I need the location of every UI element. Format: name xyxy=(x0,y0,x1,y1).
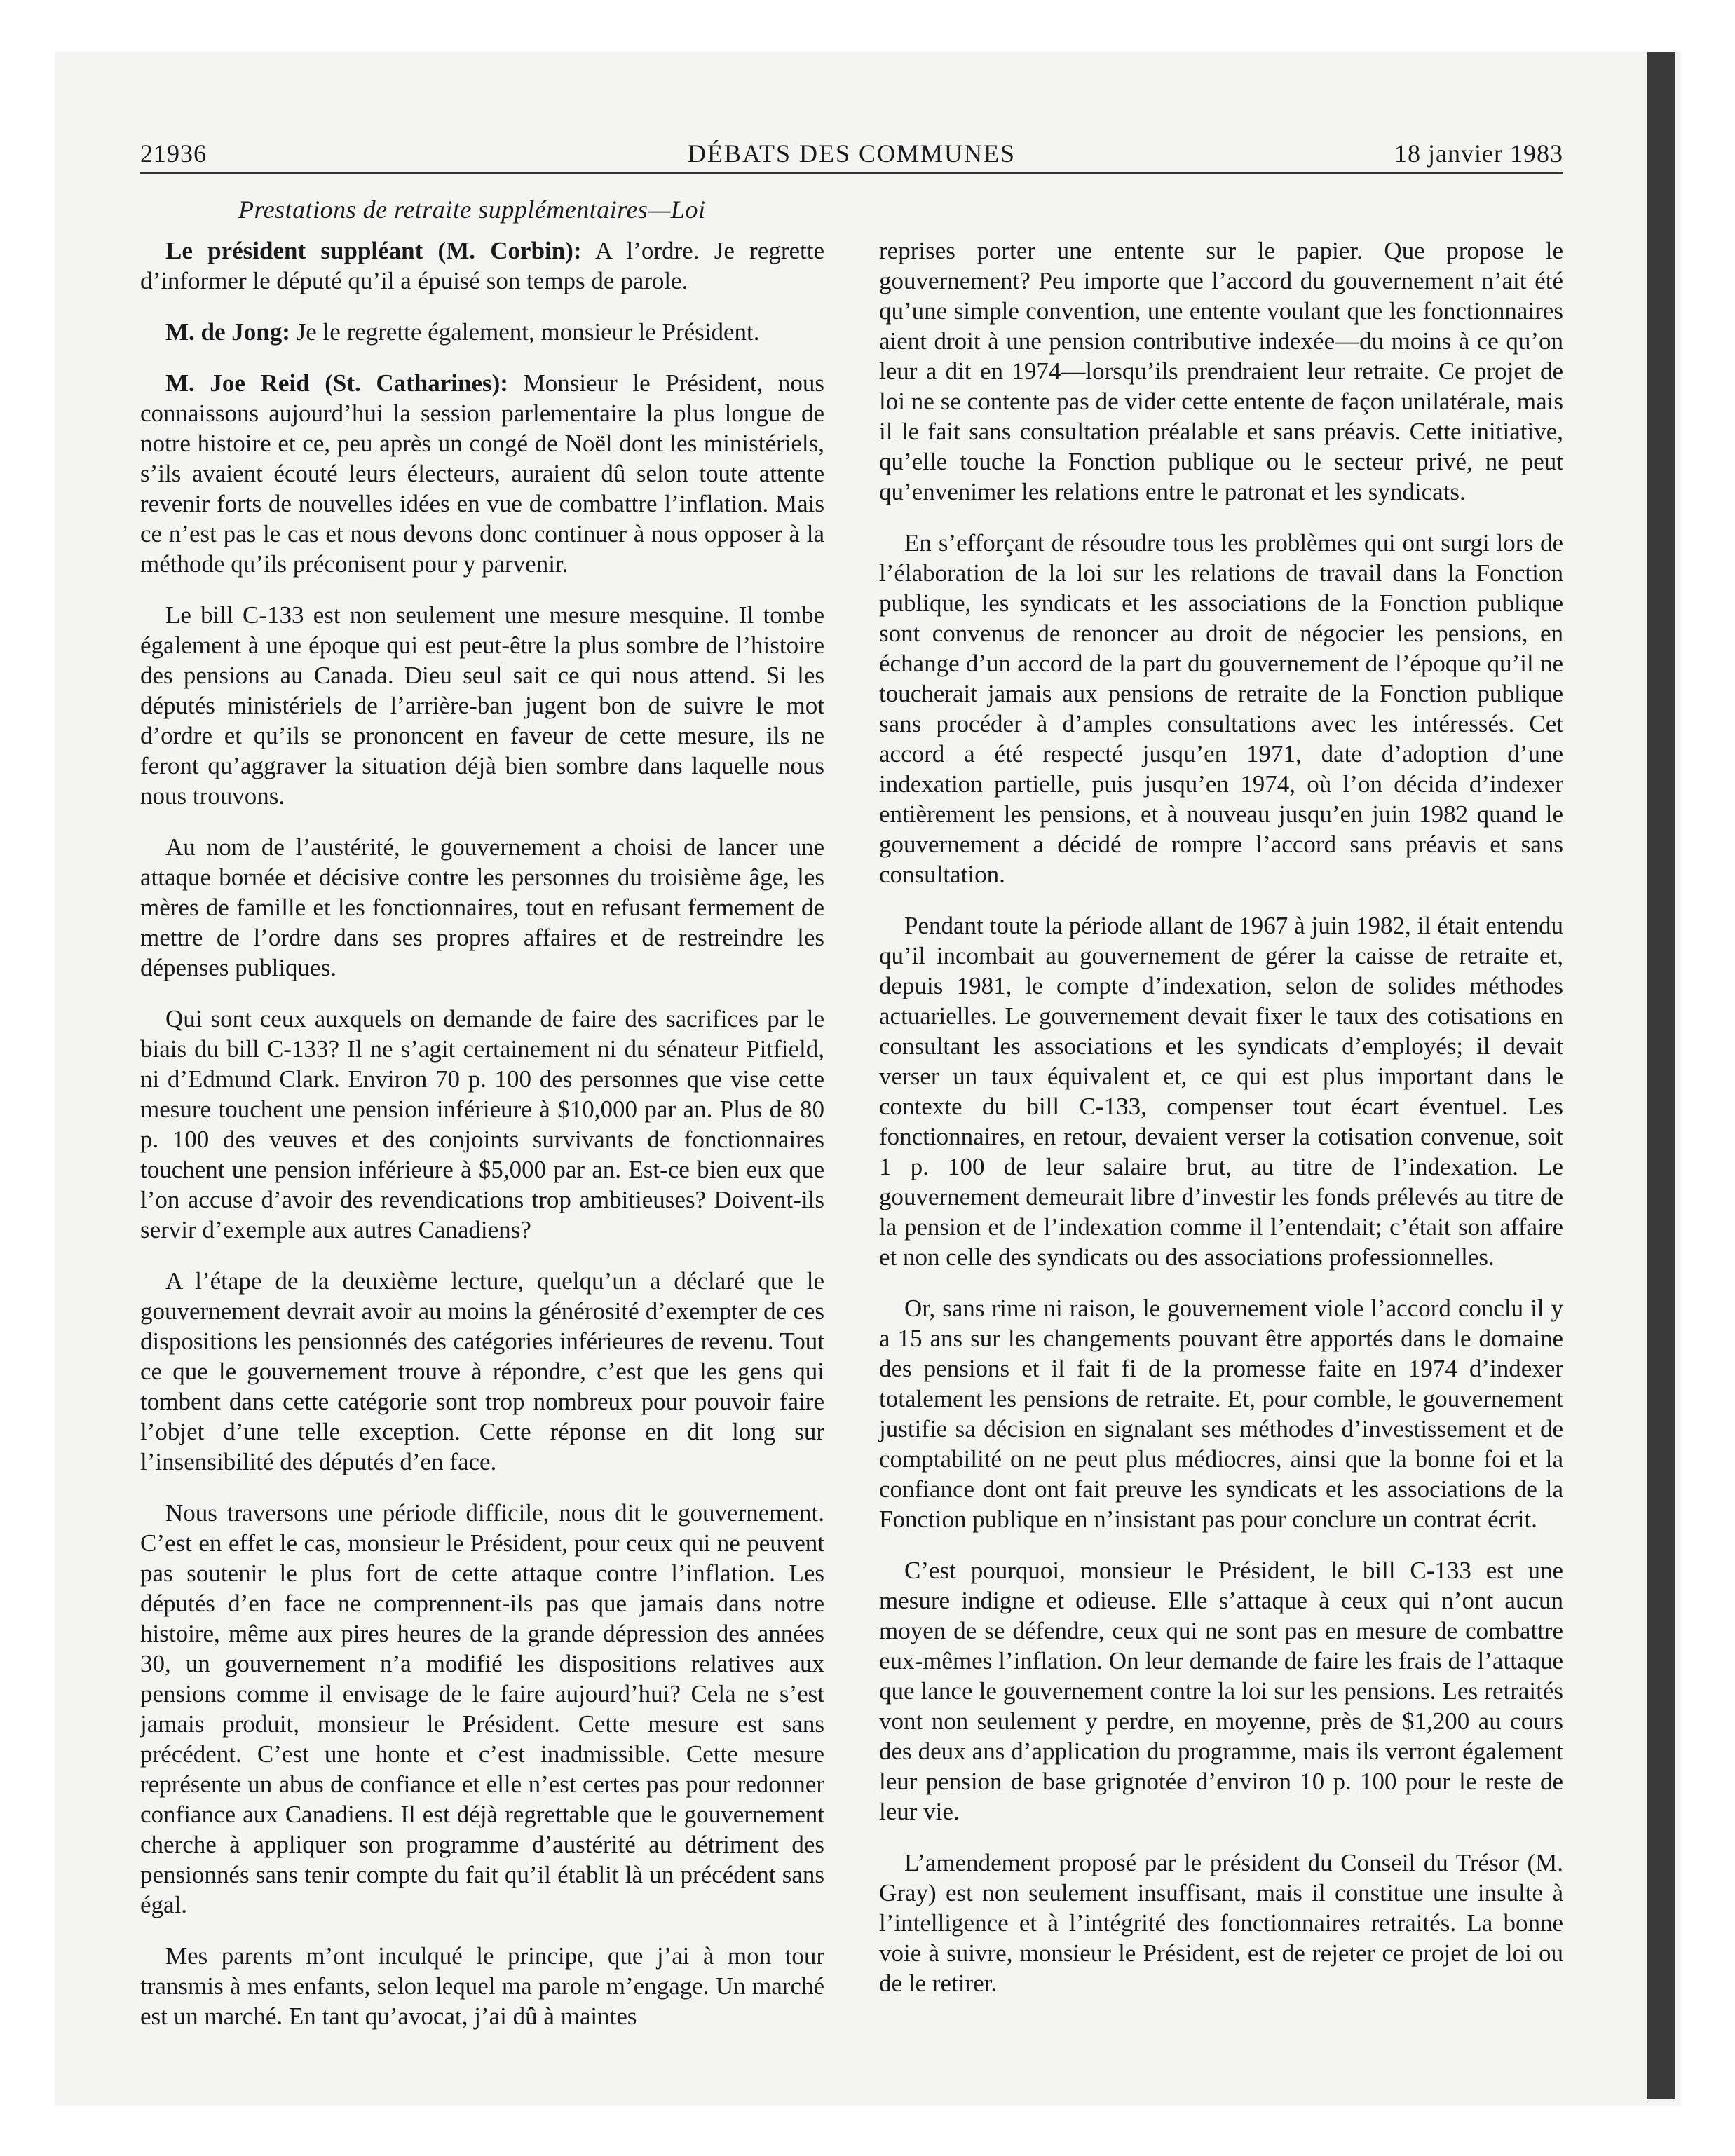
paragraph xyxy=(879,1555,1563,1827)
right-column xyxy=(879,236,1563,1998)
paragraph-text: Qui sont ceux auxquels on demande de faire des sacrifices par le biais du bill C-133? Il ne s’agit certainement ni du sénateur Pitfield, ni d’Edmund Clark. Environ 70 p. 100 des personnes que vise cette mesure touchent une pension inférieure à $10,000 par an. Plus de 80 p. 100 des veuves et des conjoints survivants de fonctionnaires touchent une pension inférieure à $5,000 par an. Est-ce bien eux que l’on accuse d’avoir des revendications trop ambitieuses? Doivent-ils servir d’exemple aux autres Canadiens? xyxy=(140,1005,824,1243)
paragraph xyxy=(140,368,824,579)
paragraph xyxy=(140,1498,824,1920)
paragraph-text: Or, sans rime ni raison, le gouvernement viole l’accord conclu il y a 15 ans sur les changements pouvant être apportés dans le domaine des pensions et il fait fi de la promesse faite en 1974 d’indexer totalement les pensions de retraite. Et, pour comble, le gouvernement justifie sa décision en signalant ses méthodes d’investissement et de comptabilité on ne peut plus médiocres, ainsi que la bonne foi et la confiance dont ont fait preuve les syndicats et les associations de la Fonction publique en n’insistant pas pour conclure un contrat écrit. xyxy=(879,1295,1563,1533)
paragraph-text: Le bill C-133 est non seulement une mesure mesquine. Il tombe également à une époque qui est peut-être la plus sombre de l’histoire des pensions au Canada. Dieu seul sait ce qui nous attend. Si les députés ministériels de l’arrière-ban jugent bon de suivre le mot d’ordre et qu’ils se prononcent en faveur de cette mesure, ils ne feront qu’aggraver la situation déjà bien sombre dans laquelle nous nous trouvons. xyxy=(140,601,824,810)
paragraph xyxy=(140,600,824,811)
paragraph-continuation xyxy=(879,236,1563,507)
scan-edge-shadow xyxy=(1647,52,1675,2099)
paragraph-text: Mes parents m’ont inculqué le principe, que j’ai à mon tour transmis à mes enfants, selon lequel ma parole m’engage. Un marché est un marché. En tant qu’avocat, j’ai dû à maintes xyxy=(140,1942,824,2030)
paragraph-text: Monsieur le Président, nous connaissons aujourd’hui la session parlementaire la plus longue de notre histoire et ce, peu après un congé de Noël dont les ministériels, s’ils avaient écouté leurs électeurs, auraient dû selon toute attente revenir forts de nouvelles idées en vue de combattre l’inflation. Mais ce n’est pas le cas et nous devons donc continuer à nous opposer à la méthode qu’ils préconisent pour y parvenir. xyxy=(140,369,825,578)
speaker-name: M. de Jong: xyxy=(165,318,290,346)
paragraph xyxy=(140,1004,824,1245)
paragraph xyxy=(140,1941,824,2031)
paragraph xyxy=(140,236,824,296)
paragraph xyxy=(140,832,824,983)
paragraph-text: A l’ordre. Je regrette d’informer le député qu’il a épuisé son temps de parole. xyxy=(140,237,824,294)
paragraph-text: L’amendement proposé par le président du Conseil du Trésor (M. Gray) est non seulement insuffisant, mais il constitue une insulte à l’intelligence et à l’intégrité des fonctionnaires retraités. La bonne voie à suivre, monsieur le Président, est de rejeter ce projet de loi ou de le retirer. xyxy=(879,1849,1563,1997)
speaker-name: Le président suppléant (M. Corbin): xyxy=(165,237,582,264)
paragraph xyxy=(140,1266,824,1477)
section-subtitle: Prestations de retraite supplémentaires—Loi xyxy=(238,196,706,224)
page-date: 18 janvier 1983 xyxy=(1394,139,1563,168)
paragraph-text: reprises porter une entente sur le papier. Que propose le gouvernement? Peu importe que l’accord du gouvernement n’ait été qu’une simple convention, une entente voulant que les fonctionnaires aient droit à une pension contributive indexée—du moins à ce qu’on leur a dit en 1974—lorsqu’ils prendraient leur retraite. Ce projet de loi ne se contente pas de vider cette entente de façon unilatérale, mais il le fait sans consultation préalable et sans préavis. Cette initiative, qu’elle touche la Fonction publique ou le secteur privé, ne peut qu’envenimer les relations entre le patronat et les syndicats. xyxy=(879,237,1563,505)
paragraph xyxy=(879,910,1563,1272)
paragraph-text: En s’efforçant de résoudre tous les problèmes qui ont surgi lors de l’élaboration de la loi sur les relations de travail dans la Fonction publique, les syndicats et les associations de la Fonction publique sont convenus de renoncer au droit de négocier les pensions, en échange d’un accord de la part du gouvernement de l’époque qu’il ne toucherait jamais aux pensions de retraite de la Fonction publique sans procéder à d’amples consultations avec les intéressés. Cet accord a été respecté jusqu’en 1971, date d’adoption d’une indexation partielle, puis jusqu’en 1974, où l’on décida d’indexer entièrement les pensions, et à nouveau jusqu’en juin 1982 quand le gouvernement a décidé de rompre l’accord sans préavis et sans consultation. xyxy=(879,529,1563,888)
paragraph xyxy=(879,528,1563,889)
paragraph-text: Je le regrette également, monsieur le Président. xyxy=(290,318,760,346)
page-header xyxy=(140,139,1563,174)
page-number: 21936 xyxy=(140,139,207,168)
header-rule xyxy=(140,172,1563,174)
paragraph-text: A l’étape de la deuxième lecture, quelqu’un a déclaré que le gouvernement devrait avoir au moins la générosité d’exempter de ces dispositions les pensionnés des catégories inférieures de revenu. Tout ce que le gouvernement trouve à répondre, c’est que les gens qui tombent dans cette catégorie sont trop nombreux pour pouvoir faire l’objet d’une telle exception. Cette réponse en dit long sur l’insensibilité des députés d’en face. xyxy=(140,1267,824,1475)
paragraph xyxy=(140,317,824,347)
paragraph-text: Au nom de l’austérité, le gouvernement a choisi de lancer une attaque bornée et décisive contre les personnes du troisième âge, les mères de famille et les fonctionnaires, tout en refusant fermement de mettre de l’ordre dans ses propres affaires et de restreindre les dépenses publiques. xyxy=(140,833,824,981)
paragraph-text: C’est pourquoi, monsieur le Président, le bill C-133 est une mesure indigne et odieuse. Elle s’attaque à ceux qui n’ont aucun moyen de se défendre, ceux qui ne sont pas en mesure de combattre eux-mêmes l’inflation. On leur demande de faire les frais de l’attaque que lance le gouvernement contre la loi sur les pensions. Les retraités vont non seulement y perdre, en moyenne, près de $1,200 au cours des deux ans d’application du programme, mais ils verront également leur pension de base grignotée d’environ 10 p. 100 pour le reste de leur vie. xyxy=(879,1557,1563,1825)
publication-title: DÉBATS DES COMMUNES xyxy=(687,139,1016,168)
paragraph xyxy=(879,1293,1563,1534)
paragraph xyxy=(879,1848,1563,1998)
speaker-name: M. Joe Reid (St. Catharines): xyxy=(165,369,508,397)
left-column xyxy=(140,236,824,2031)
paragraph-text: Pendant toute la période allant de 1967 à juin 1982, il était entendu qu’il incombait au gouvernement de gérer la caisse de retraite et, depuis 1981, le compte d’indexation, selon de solides méthodes actuarielles. Le gouvernement devait fixer le taux des cotisations en consultant les associations et les syndicats d’employés; il devait verser un taux équivalent et, ce qui est plus important dans le contexte du bill C-133, compenser tout écart éventuel. Les fonctionnaires, en retour, devaient verser la cotisation convenue, soit 1 p. 100 de leur salaire brut, au titre de l’indexation. Le gouvernement demeurait libre d’investir les fonds prélevés au titre de la pension et de l’indexation comme il l’entendait; c’était son affaire et non celle des syndicats ou des associations professionnelles. xyxy=(879,912,1563,1271)
paragraph-text: Nous traversons une période difficile, nous dit le gouvernement. C’est en effet le cas, monsieur le Président, pour ceux qui ne peuvent pas soutenir le plus fort de cette attaque contre l’inflation. Les députés d’en face ne comprennent-ils pas que jamais dans notre histoire, même aux pires heures de la grande dépression des années 30, un gouvernement n’a modifié les dispositions relatives aux pensions comme il envisage de le faire aujourd’hui? Cela ne s’est jamais produit, monsieur le Président. Cette mesure est sans précédent. C’est une honte et c’est inadmissible. Cette mesure représente un abus de confiance et elle n’est certes pas pour redonner confiance aux Canadiens. Il est déjà regrettable que le gouvernement cherche à appliquer son programme d’austérité au détriment des pensionnés sans tenir compte du fait qu’il établit là un précédent sans égal. xyxy=(140,1499,824,1918)
